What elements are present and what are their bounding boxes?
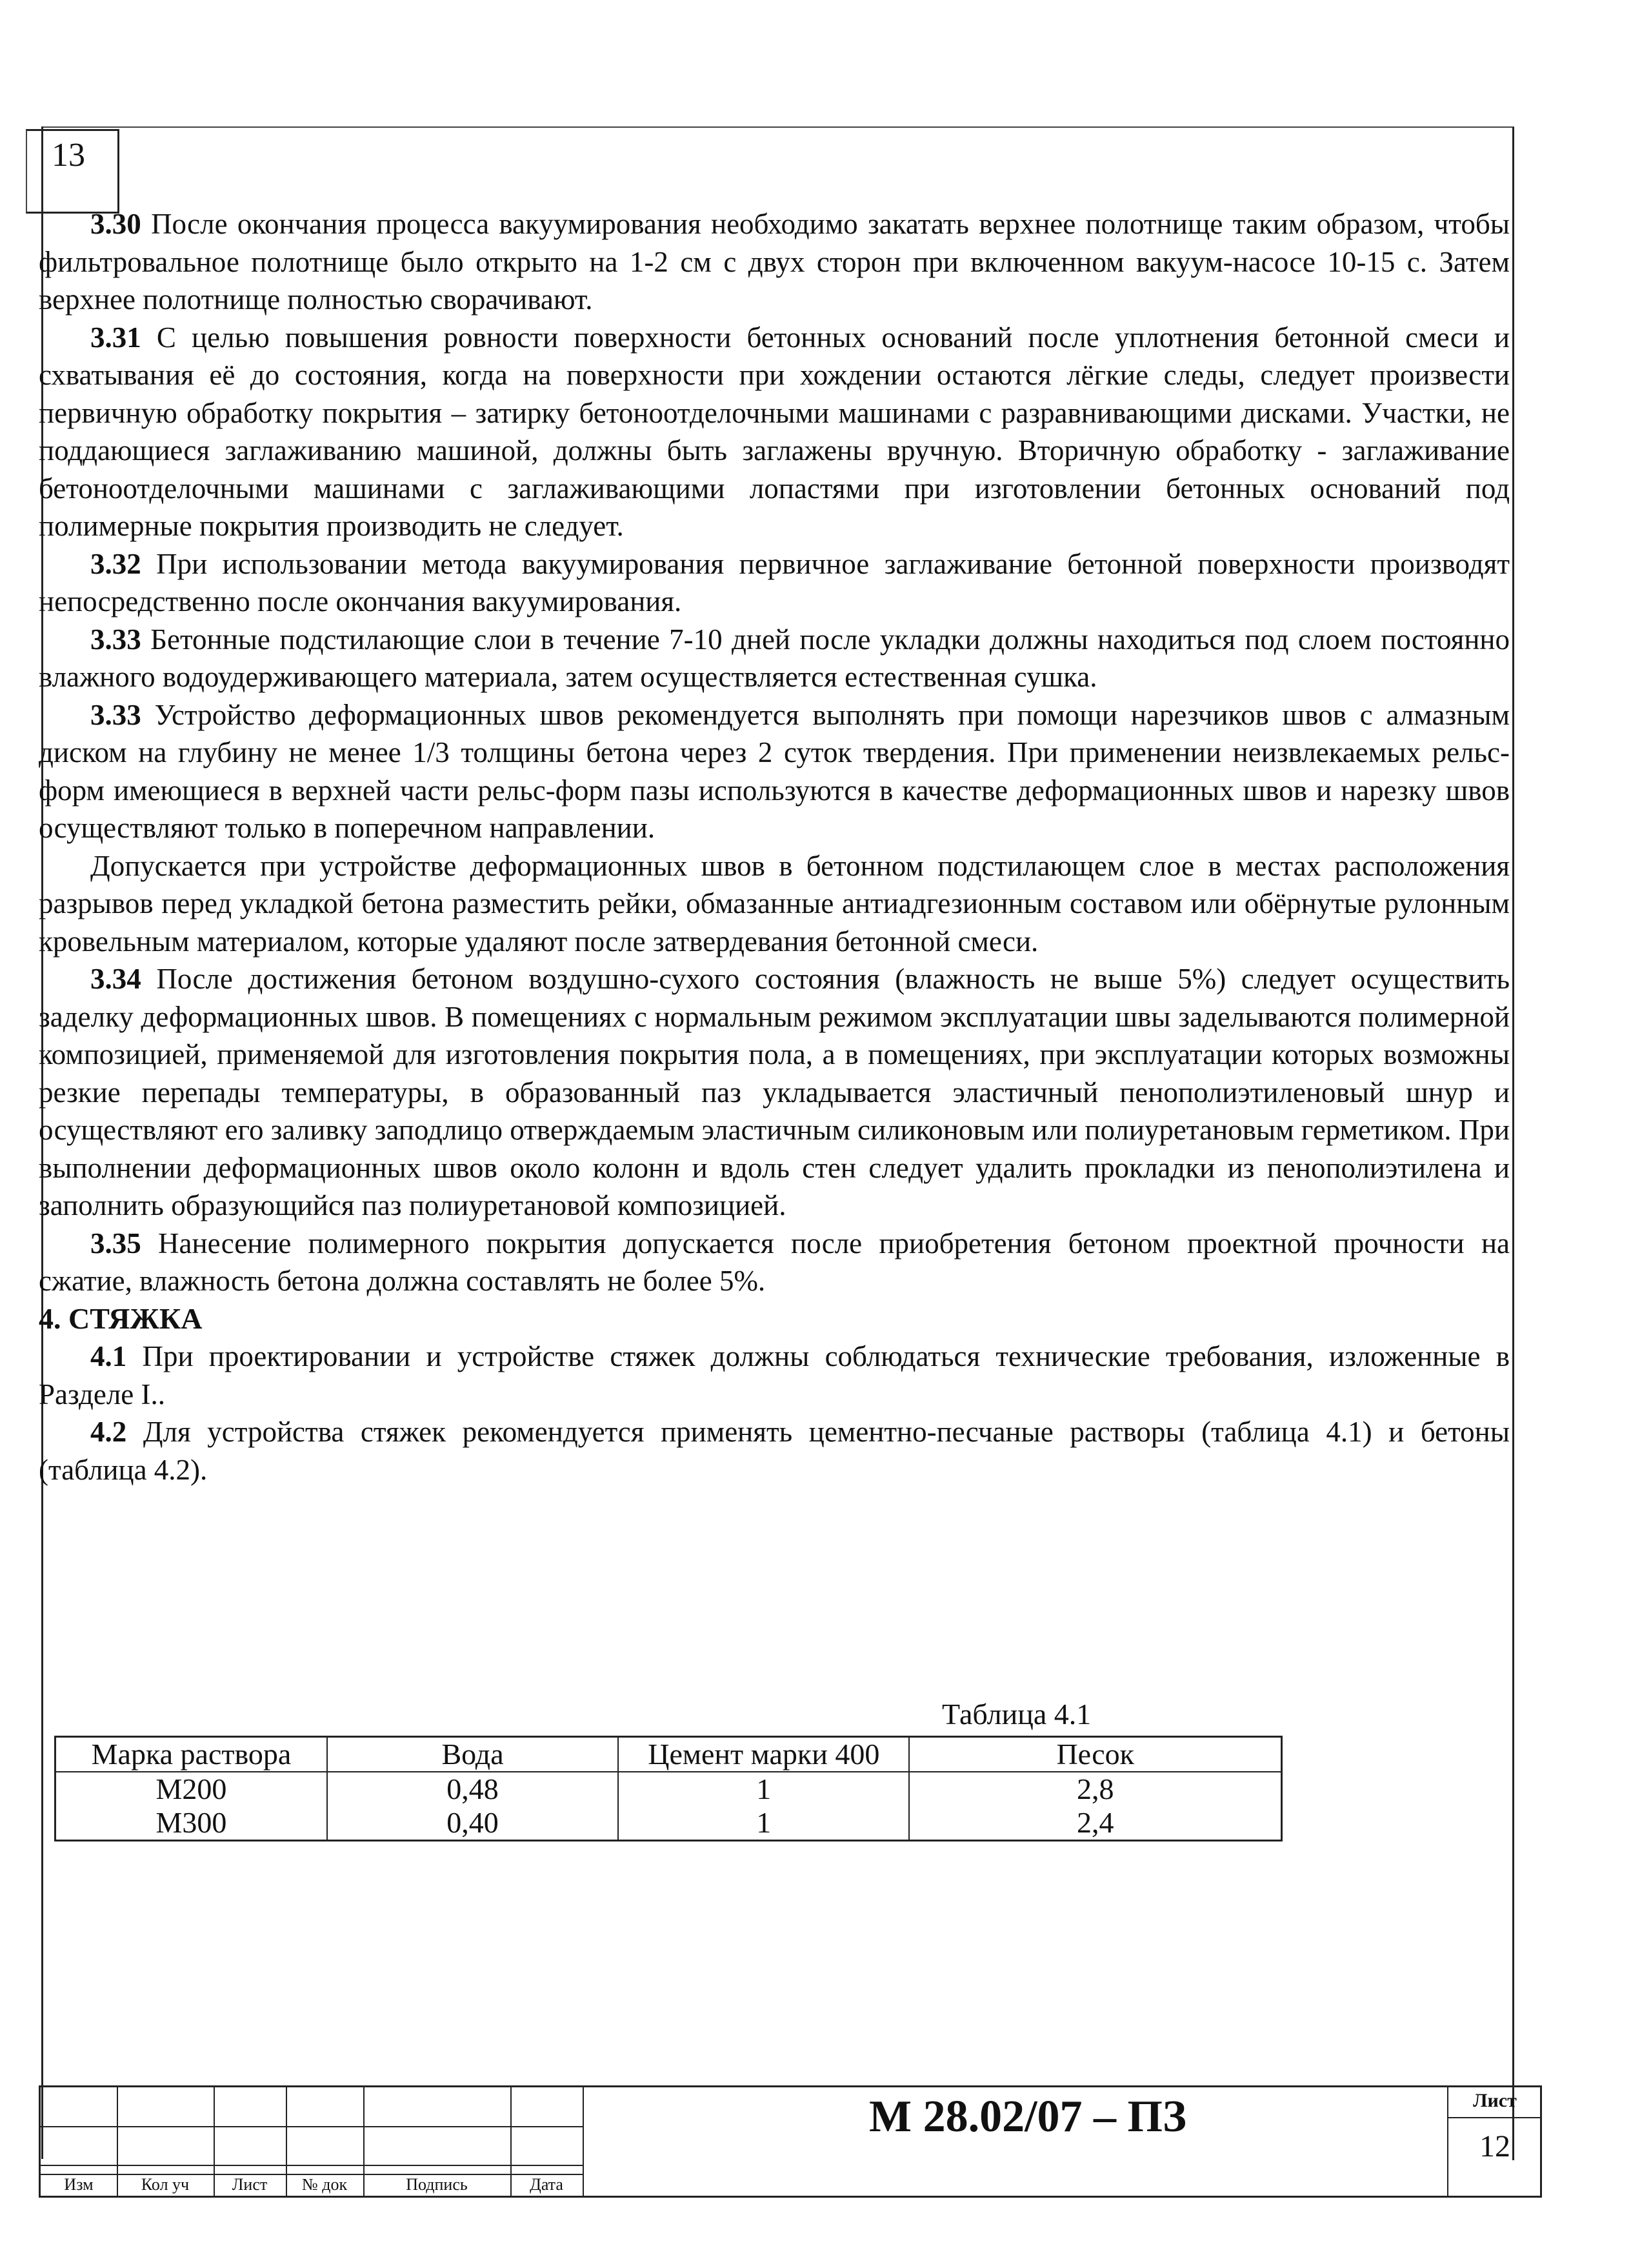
paragraph-number: 3.31	[90, 321, 141, 354]
paragraph-3-33b	[39, 696, 1510, 847]
stamp-label: № док	[301, 2175, 348, 2194]
table-caption: Таблица 4.1	[942, 1698, 1092, 1731]
page-number-box	[26, 129, 119, 214]
paragraph-3-33a	[39, 621, 1510, 696]
paragraph-3-32	[39, 545, 1510, 621]
paragraph-number: 4.2	[90, 1416, 127, 1448]
paragraph-number: 3.35	[90, 1227, 141, 1259]
paragraph-text: После окончания процесса вакуумирования необходимо закатать верхнее полотнище таким образом, чтобы фильтровальное полотнище было открыто на 1-2 см с двух сторон при включенном вакуум-насосе 10-15 с. Затем верхнее полотнище полностью сворачивают.	[39, 208, 1510, 316]
document-body	[39, 205, 1510, 1489]
paragraph-4-2	[39, 1413, 1510, 1489]
document-code: М 28.02/07 – ПЗ	[869, 2092, 1186, 2142]
paragraph-number: 3.34	[90, 963, 141, 995]
paragraph-text: Для устройства стяжек рекомендуется применять цементно-песчаные растворы (таблица 4.1) и бетоны (таблица 4.2).	[39, 1416, 1510, 1486]
paragraph-3-35	[39, 1225, 1510, 1300]
table-cell: 1	[618, 1772, 909, 1806]
table-cell: 2,4	[909, 1806, 1281, 1841]
sheet-box	[1447, 2087, 1541, 2196]
table-cell: М300	[55, 1806, 327, 1841]
sheet-divider	[1448, 2117, 1541, 2118]
paragraph-3-30	[39, 205, 1510, 319]
stamp-label: Кол уч	[141, 2175, 190, 2194]
grid-row-line	[41, 2165, 583, 2166]
paragraph-4-1	[39, 1338, 1510, 1413]
paragraph-text: Нанесение полимерного покрытия допускается после приобретения бетоном проектной прочности на сжатие, влажность бетона должна составлять не более 5%.	[39, 1227, 1510, 1297]
title-block	[39, 2085, 1542, 2198]
page-number: 13	[52, 137, 85, 174]
table-header-cell: Песок	[909, 1737, 1281, 1772]
paragraph-text: Бетонные подстилающие слои в течение 7-10 дней после укладки должны находиться под слоем постоянно влажного водоудерживающего материала, затем осуществляется естественная сушка.	[39, 623, 1510, 693]
grid-row-line	[41, 2126, 583, 2127]
paragraph-text: С целью повышения ровности поверхности бетонных оснований после уплотнения бетонной смеси и схватывания её до состояния, когда на поверхности при хождении остаются лёгкие следы, следует произвести первичную обработку покрытия – затирку бетоноотделочными машинами с разравнивающими дисками. Участки, не поддающиеся заглаживанию машиной, должны быть заглажены вручную. Вторичную обработку - заглаживание бетоноотделочными машинами с заглаживающими лопастями при изготовлении бетонных оснований под полимерные покрытия производить не следует.	[39, 321, 1510, 542]
table-header-row	[55, 1737, 1282, 1772]
section-heading: 4. СТЯЖКА	[39, 1301, 203, 1335]
table-cell: 0,40	[327, 1806, 618, 1841]
stamp-separator	[583, 2087, 584, 2196]
paragraph-text: При проектировании и устройстве стяжек должны соблюдаться технические требования, изложенные в Разделе I..	[39, 1340, 1510, 1410]
paragraph-text: После достижения бетоном воздушно-сухого состояния (влажность не выше 5%) следует осуществить заделку деформационных швов. В помещениях с нормальным режимом эксплуатации швы заделываются полимерной композицией, применяемой для изготовления покрытия пола, а в помещениях, при эксплуатации которых возможны резкие перепады температуры, в образованный паз укладывается эластичный пенополиэтиленовый шнур и осуществляют его заливку заподлицо отверждаемым эластичным силиконовым или полиуретановым герметиком. При выполнении деформационных швов около колонн и вдоль стен следует удалить прокладки из пенополиэтилена и заполнить образующийся паз полиуретановой композицией.	[39, 963, 1510, 1221]
table-row	[55, 1806, 1282, 1841]
paragraph-number: 4.1	[90, 1340, 127, 1372]
stamp-label: Дата	[530, 2175, 563, 2194]
table-header-cell: Марка раствора	[55, 1737, 327, 1772]
mortar-table	[54, 1736, 1283, 1841]
paragraph-text: Допускается при устройстве деформационных швов в бетонном подстилающем слое в местах расположения разрывов перед укладкой бетона разместить рейки, обмазанные антиадгезионным составом или обёрнутые рулонным кровельным материалом, которые удаляют после затвердевания бетонной смеси.	[39, 849, 1510, 958]
sheet-label: Лист	[1473, 2090, 1517, 2111]
paragraph-number: 3.32	[90, 547, 141, 580]
table-cell: М200	[55, 1772, 327, 1806]
stamp-label: Подпись	[406, 2175, 468, 2194]
table-cell: 2,8	[909, 1772, 1281, 1806]
table-row	[55, 1772, 1282, 1806]
sheet-number: 12	[1479, 2129, 1510, 2163]
paragraph-3-33c	[39, 847, 1510, 961]
paragraph-number: 3.30	[90, 208, 141, 240]
table-header-cell: Цемент марки 400	[618, 1737, 909, 1772]
paragraph-3-31	[39, 319, 1510, 545]
revision-grid	[41, 2087, 583, 2196]
paragraph-number: 3.33	[90, 623, 141, 656]
table-cell: 1	[618, 1806, 909, 1841]
stamp-label: Изм	[64, 2175, 94, 2194]
paragraph-text: Устройство деформационных швов рекомендуется выполнять при помощи нарезчиков швов с алмазным диском на глубину не менее 1/3 толщины бетона через 2 суток твердения. При применении неизвлекаемых рельс-форм имеющиеся в верхней части рельс-форм пазы используются в качестве деформационных швов и нарезку швов осуществляют только в поперечном направлении.	[39, 698, 1510, 844]
paragraph-3-34	[39, 960, 1510, 1225]
paragraph-number: 3.33	[90, 698, 141, 731]
stamp-label: Лист	[232, 2175, 268, 2194]
paragraph-text: При использовании метода вакуумирования первичное заглаживание бетонной поверхности производят непосредственно после окончания вакуумирования.	[39, 547, 1510, 617]
table-header-cell: Вода	[327, 1737, 618, 1772]
table-cell: 0,48	[327, 1772, 618, 1806]
